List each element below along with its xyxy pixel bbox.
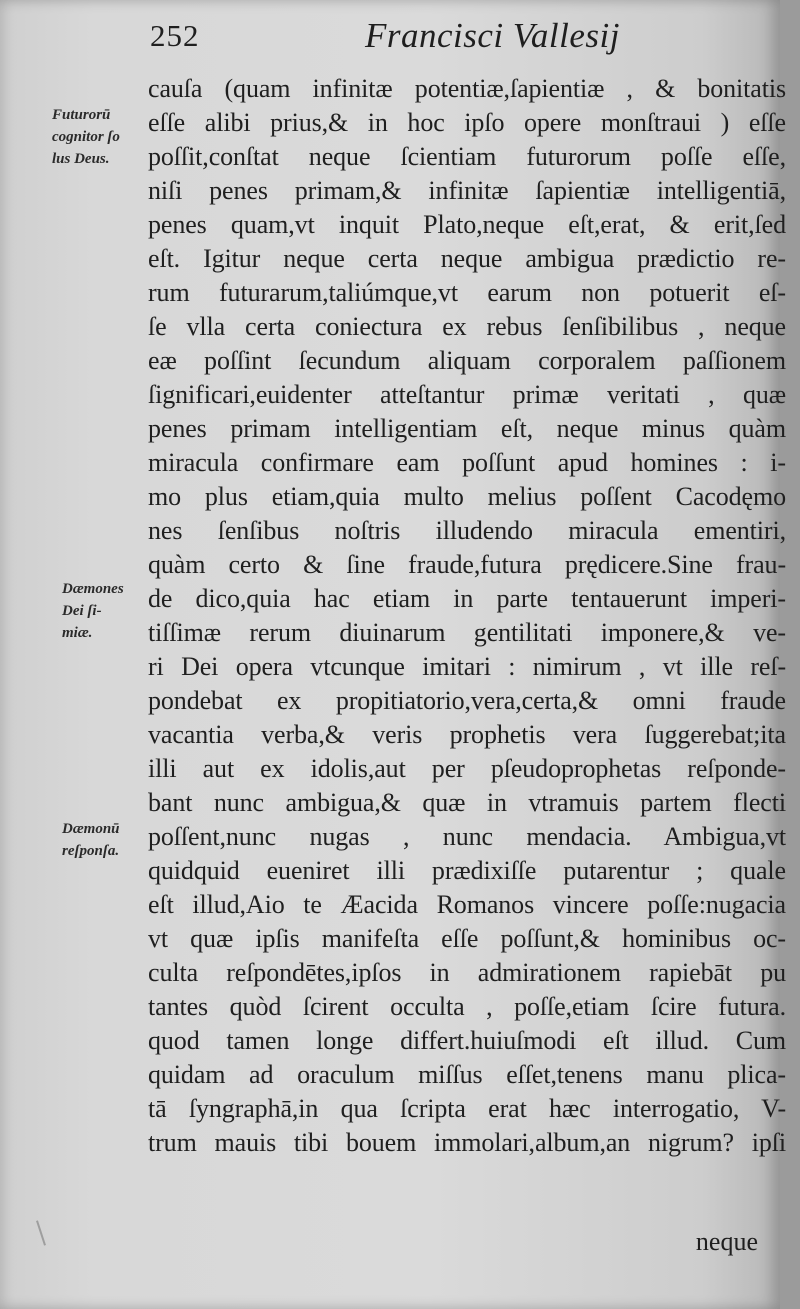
text-line: tā ſyngraphā,in qua ſcripta erat hæc interrogatio, V- — [148, 1094, 786, 1123]
text-line: eæ poſſint ſecundum aliquam corporalem paſſionem — [148, 346, 786, 375]
margin-note-line: Dæmones — [62, 581, 124, 597]
margin-note-futurorum — [52, 104, 120, 170]
page-header — [0, 18, 780, 66]
text-line: ri Dei opera vtcunque imitari : nimirum , vt ille reſ- — [148, 652, 786, 681]
text-line: bant nunc ambigua,& quæ in vtramuis partem flecti — [148, 788, 786, 817]
margin-note-daemones — [62, 578, 124, 644]
text-line: tiſſimæ rerum diuinarum gentilitati imponere,& ve- — [148, 618, 786, 647]
body-text — [148, 72, 786, 1160]
text-line: quàm certo & ſine fraude,futura prędicere.Sine frau- — [148, 550, 786, 579]
text-line: poſſent,nunc nugas , nunc mendacia. Ambigua,vt — [148, 822, 786, 851]
margin-note-line: miæ. — [62, 625, 93, 641]
margin-note-line: reſponſa. — [62, 843, 120, 859]
margin-note-line: lus Deus. — [52, 151, 110, 167]
text-line: eſſe alibi prius,& in hoc ipſo opere monſtraui ) eſſe — [148, 108, 786, 137]
margin-note-line: cognitor ſo — [52, 129, 120, 145]
text-line: illi aut ex idolis,aut per pſeudoprophetas reſponde- — [148, 754, 786, 783]
margin-note-daemonum-responsa — [62, 818, 120, 862]
text-line: cauſa (quam infinitæ potentiæ,ſapientiæ , & bonitatis — [148, 74, 786, 103]
text-line: ſignificari,euidenter atteſtantur primæ veritati , quæ — [148, 380, 786, 409]
text-line: penes quam,vt inquit Plato,neque eſt,erat, & erit,ſed — [148, 210, 786, 239]
catchword: neque — [695, 1227, 758, 1256]
text-line: quidam ad oraculum miſſus eſſet,tenens manu plica- — [148, 1060, 786, 1089]
page-number: 252 — [150, 18, 200, 53]
running-title: Francisci Vallesij — [365, 16, 620, 55]
text-line: mo plus etiam,quia multo melius poſſent Cacodęmo — [148, 482, 786, 511]
text-line: tantes quòd ſcirent occulta , poſſe,etiam ſcire futura. — [148, 992, 786, 1021]
text-line: pondebat ex propitiatorio,vera,certa,& omni fraude — [148, 686, 786, 715]
text-line: quod tamen longe differt.huiuſmodi eſt illud. Cum — [148, 1026, 786, 1055]
text-line: penes primam intelligentiam eſt, neque minus quàm — [148, 414, 786, 443]
text-line: miracula confirmare eam poſſunt apud homines : i- — [148, 448, 786, 477]
text-line: rum futurarum,taliúmque,vt earum non potuerit eſ- — [148, 278, 786, 307]
text-line: ſe vlla certa coniectura ex rebus ſenſibilibus , neque — [148, 312, 786, 341]
text-line: quidquid eueniret illi prædixiſſe putarentur ; quale — [148, 856, 786, 885]
text-line: poſſit,conſtat neque ſcientiam futurorum poſſe eſſe, — [148, 142, 786, 171]
text-line: de dico,quia hac etiam in parte tentauerunt imperi- — [148, 584, 786, 613]
text-line: nes ſenſibus noſtris illudendo miracula ementiri, — [148, 516, 786, 545]
margin-note-line: Dei ſi- — [62, 603, 102, 619]
text-line: trum mauis tibi bouem immolari,album,an nigrum? ipſi — [148, 1128, 786, 1157]
margin-mark — [36, 1220, 46, 1245]
text-line: niſi penes primam,& infinitæ ſapientiæ intelligentiā, — [148, 176, 786, 205]
margin-note-line: Dæmonū — [62, 821, 120, 837]
text-line: eſt. Igitur neque certa neque ambigua prædictio re- — [148, 244, 786, 273]
text-line: vt quæ ipſis manifeſta eſſe poſſunt,& hominibus oc- — [148, 924, 786, 953]
margin-note-line: Futurorū — [52, 107, 111, 123]
text-line: culta reſpondētes,ipſos in admirationem rapiebāt pu — [148, 958, 786, 987]
text-line: eſt illud,Aio te Æacida Romanos vincere poſſe:nugacia — [148, 890, 786, 919]
text-line: vacantia verba,& veris prophetis vera ſuggerebat;ita — [148, 720, 786, 749]
